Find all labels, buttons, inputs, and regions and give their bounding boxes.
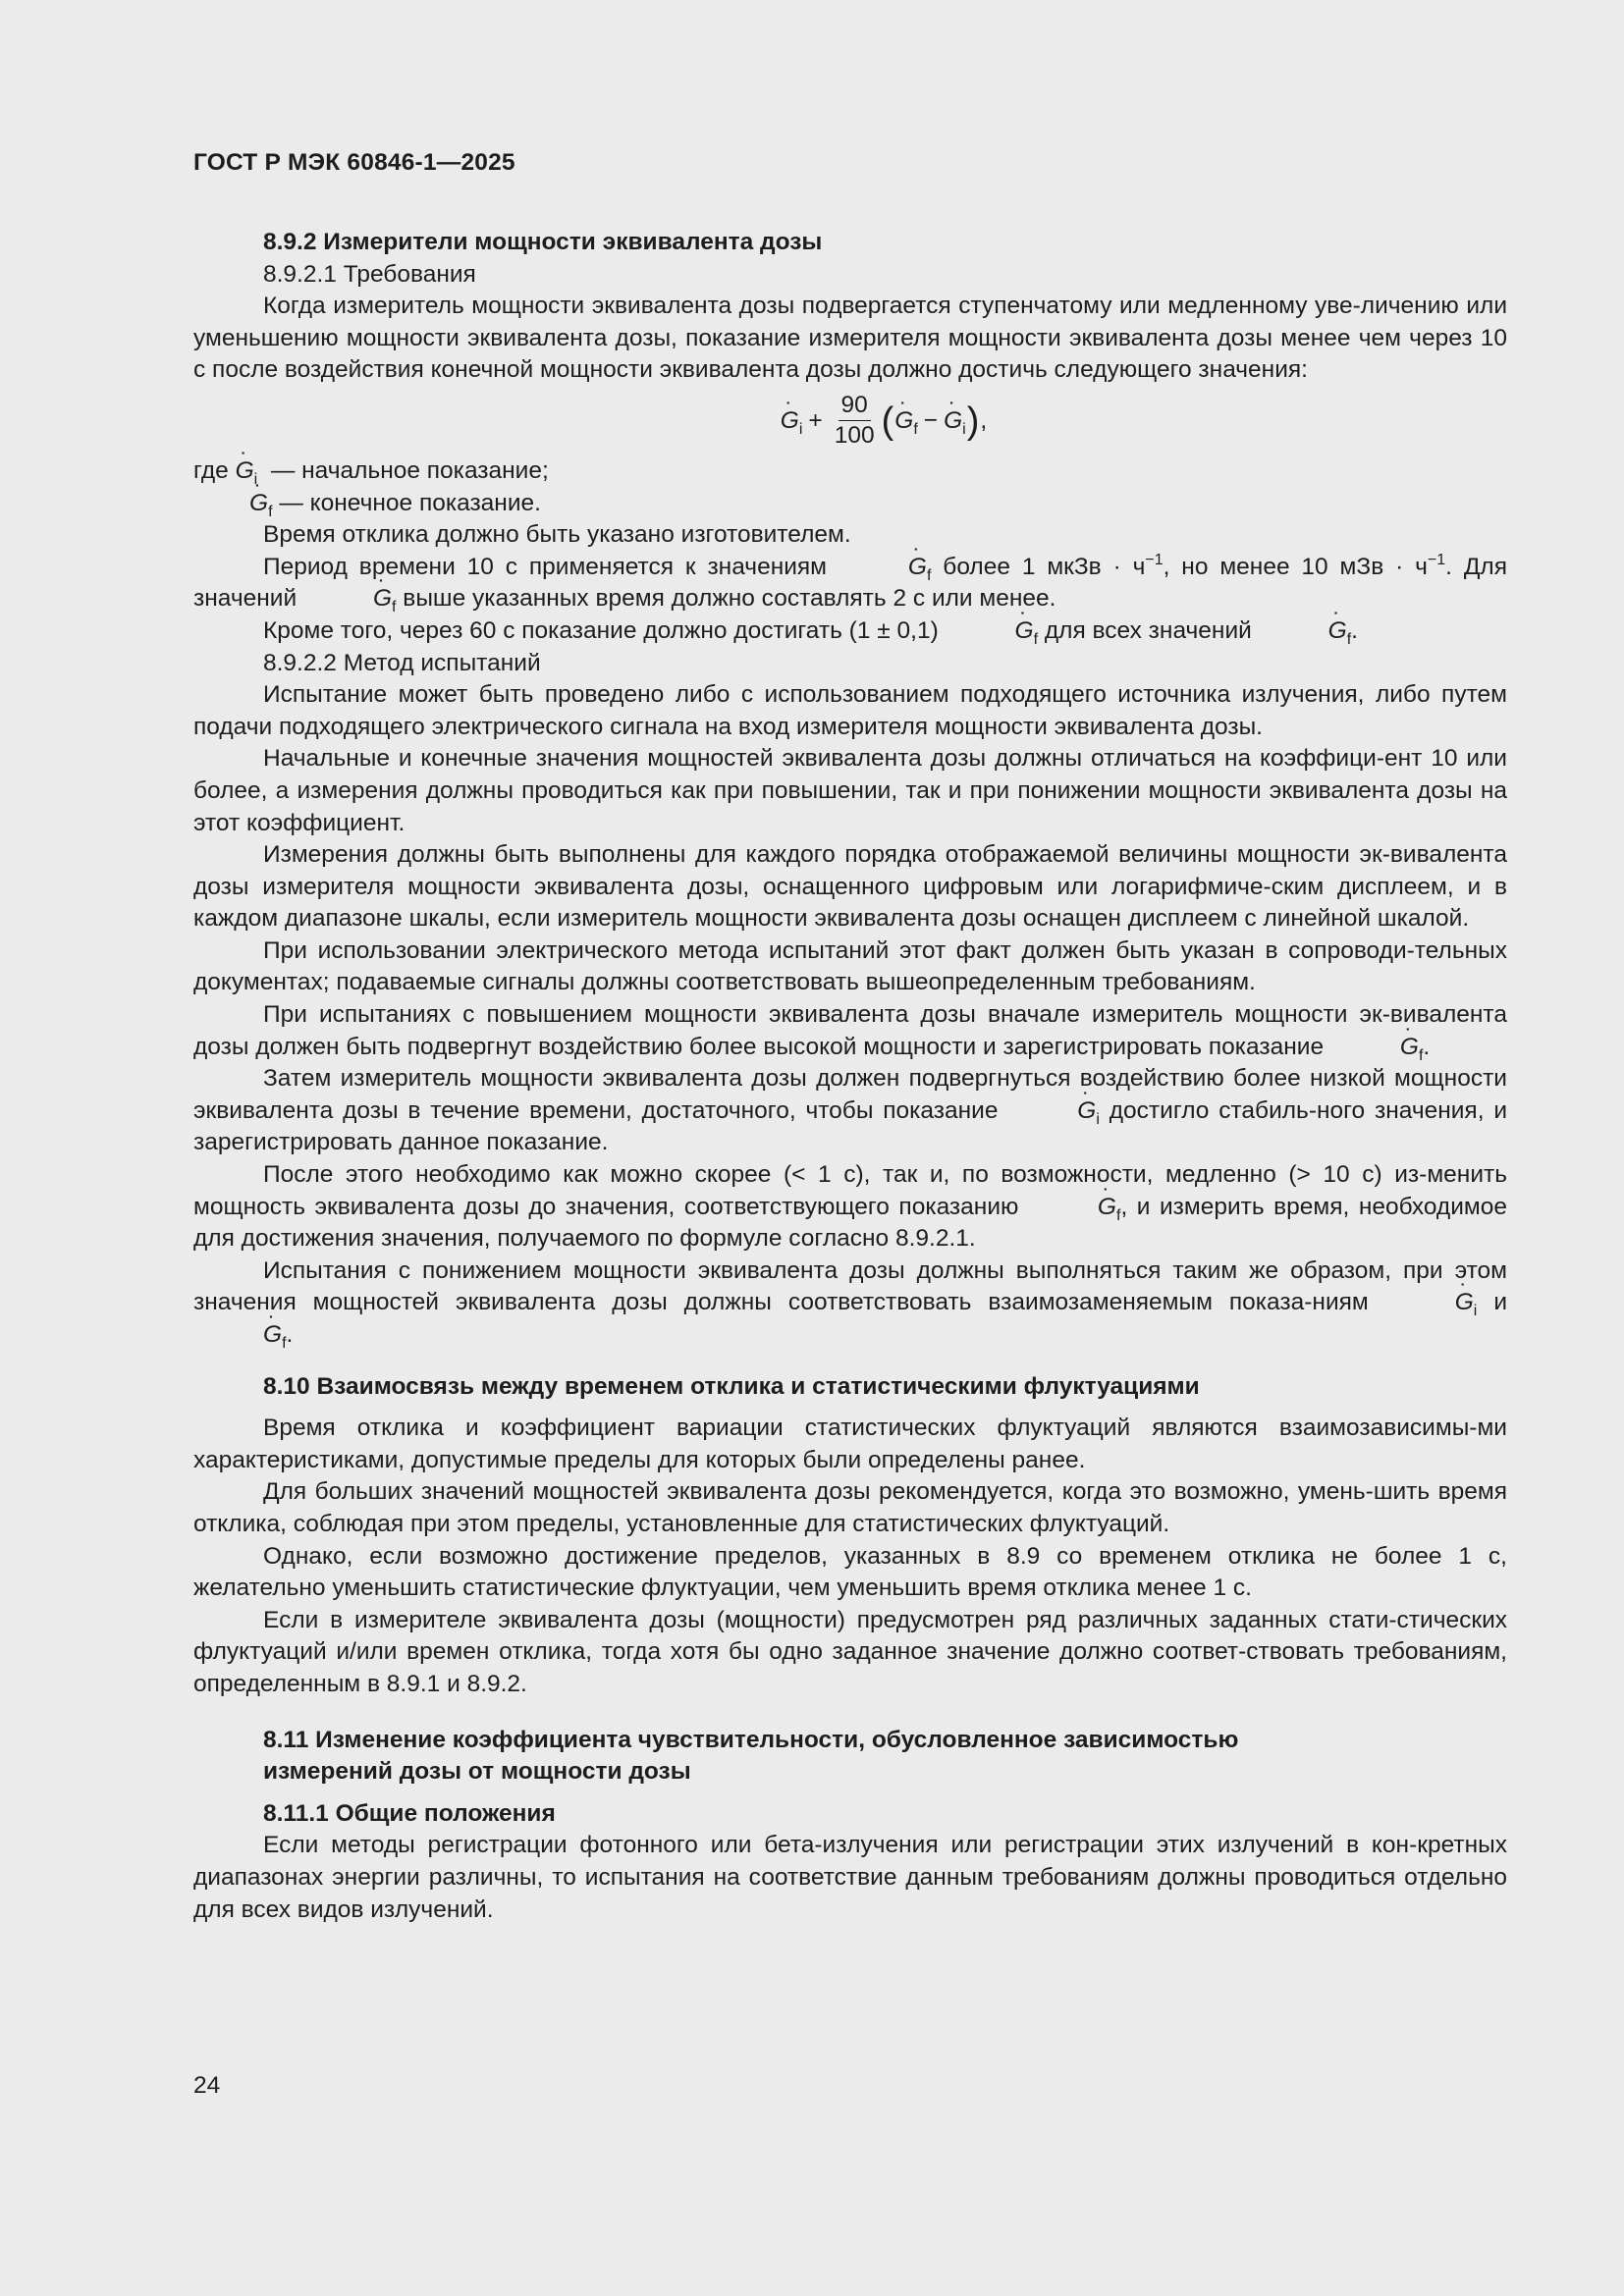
section-8-11-title-line1: 8.11 Изменение коэффициента чувствительности, обусловленное зависимостью	[263, 1726, 1239, 1753]
paragraph: Испытание может быть проведено либо с использованием подходящего источника излучения, либо путем подачи подходящего электрического сигнала на вход измерителя мощности эквивалента дозы.	[193, 681, 1507, 740]
paragraph: Для больших значений мощностей эквивалента дозы рекомендуется, когда это возможно, умень-шить время отклика, соблюдая при этом пределы, установленные для статистических флуктуаций.	[193, 1478, 1507, 1537]
where-line-final: ˙ $G_f$ — конечное показание.	[193, 488, 1507, 520]
section-8-10-title: 8.10 Взаимосвязь между временем отклика и статистическими флуктуациями	[263, 1372, 1200, 1400]
section-8-9-2-title: 8.9.2 Измерители мощности эквивалента дозы	[263, 229, 823, 255]
paragraph: Если методы регистрации фотонного или бета-излучения или регистрации этих излучений в кон-кретных диапазонах энергии различны, то испытания на соответствие данным требованиям должны проводиться отдельно для всех видов излучений.	[193, 1832, 1507, 1923]
paragraph: После этого необходимо как можно скорее (< 1 с), так и, по возможности, медленно (> 10 с) из-менить мощность эквивалента дозы до значения, соответствующего показанию ˙ $G_f$, и измерить время, необходимое для достижения значения, получаемого по формуле согласно 8.9.2.1.	[193, 1159, 1507, 1255]
paragraph: Начальные и конечные значения мощностей эквивалента дозы должны отличаться на коэффици-ент 10 или более, а измерения должны проводиться как при повышении, так и при понижении мощности эквивалента дозы на этот коэффициент.	[193, 745, 1507, 836]
paragraph: Если в измерителе эквивалента дозы (мощности) предусмотрен ряд различных заданных стати-стических флуктуаций и/или времен отклика, тогда хотя бы одно заданное значение должно соответ-ствовать требованиям, определенным в 8.9.1 и 8.9.2.	[193, 1606, 1507, 1697]
document-header: ГОСТ Р МЭК 60846-1—2025	[193, 149, 515, 176]
paragraph: При использовании электрического метода испытаний этот факт должен быть указан в сопроводи-тельных документах; подаваемые сигналы должны соответствовать вышеопределенным требованиям.	[193, 936, 1507, 996]
formula-fraction: $\frac{90}{100}$	[834, 392, 875, 450]
paragraph: При испытаниях с повышением мощности эквивалента дозы вначале измеритель мощности эк-вивалента дозы должен быть подвергнут воздействию более высокой мощности и зарегистрировать показание ˙ $G_f$.	[193, 999, 1507, 1063]
paragraph: Период времени 10 с применяется к значениям ˙ $G_f$ более 1 мкЗв · $ч^{-1}$, но менее 10 мЗв · $ч^{-1}$. Для значений ˙ $G_f$ выше указанных время должно составлять 2 с или менее.	[193, 552, 1507, 615]
paragraph: Испытания с понижением мощности эквивалента дозы должны выполняться таким же образом, при этом значения мощностей эквивалента дозы должны соответствовать взаимозаменяемым показа-ниям ˙ $G_i$ и ˙ $G_f$.	[193, 1255, 1507, 1352]
paragraph: Время отклика должно быть указано изготовителем.	[263, 521, 851, 549]
document-body	[193, 227, 1507, 1926]
page-number: 24	[193, 2072, 221, 2099]
paragraph: Измерения должны быть выполнены для каждого порядка отображаемой величины мощности эк-вивалента дозы измерителя мощности эквивалента дозы, оснащенного цифровым или логарифмиче-ским дисплеем, и в каждом диапазоне шкалы, если измеритель мощности эквивалента дозы оснащен дисплеем с линейной шкалой.	[193, 841, 1507, 933]
paragraph: Затем измеритель мощности эквивалента дозы должен подвергнуться воздействию более низкой мощности эквивалента дозы в течение времени, достаточного, чтобы показание ˙ $G_i$ достигло стабиль-ного значения, и зарегистрировать данное показание.	[193, 1063, 1507, 1159]
response-formula: ˙ $G_i$ + $\frac{90}{100}$ ( ˙ $G_f$ − ˙ $G_i$ ) ,	[260, 387, 1507, 455]
section-8-11-title-line2: измерений дозы от мощности дозы	[263, 1758, 691, 1786]
paragraph: Когда измеритель мощности эквивалента дозы подвергается ступенчатому или медленному уве-личению или уменьшению мощности эквивалента дозы, показание измерителя мощности эквивалента дозы менее чем через 10 с после воздействия конечной мощности эквивалента дозы должно достичь следующего значения:	[193, 293, 1507, 384]
section-8-11-1-title: 8.11.1 Общие положения	[263, 1799, 556, 1827]
paragraph: Время отклика и коэффициент вариации статистических флуктуаций являются взаимозависимы-ми характеристиками, допустимые пределы для которых были определены ранее.	[193, 1415, 1507, 1473]
where-line-initial: где ˙ $G_i$ — начальное показание;	[193, 455, 1507, 488]
paragraph: Однако, если возможно достижение пределов, указанных в 8.9 со временем отклика не более 1 с, желательно уменьшить статистические флуктуации, чем уменьшить время отклика менее 1 с.	[193, 1542, 1507, 1602]
section-8-9-2-2-title: 8.9.2.2 Метод испытаний	[263, 649, 541, 676]
section-8-9-2-1-title: 8.9.2.1 Требования	[263, 260, 476, 288]
paragraph: Кроме того, через 60 с показание должно достигать (1 ± 0,1) ˙ $G_f$ для всех значений ˙ $G_f$.	[193, 615, 1507, 648]
